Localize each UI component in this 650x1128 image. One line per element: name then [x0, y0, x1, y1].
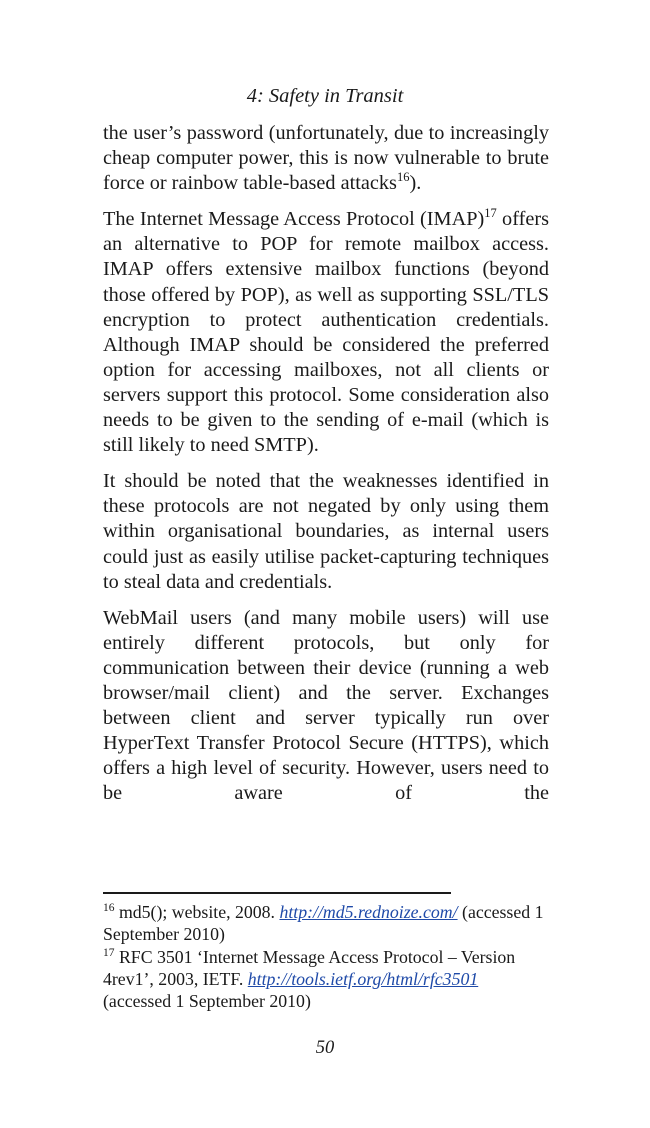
paragraph-internal-users — [103, 469, 549, 594]
footnote-link-rfc3501[interactable]: http://tools.ietf.org/html/rfc3501 — [247, 968, 479, 989]
footnote-number: 17 — [103, 946, 115, 959]
footnote-text: RFC 3501 ‘Internet Message Access Protocol – Version 4rev1’, 2003, IETF. — [103, 946, 516, 989]
footnote-17 — [103, 946, 549, 1013]
footnote-16 — [103, 901, 549, 946]
paragraph-text: offers an alternative to POP for remote mailbox access. IMAP offers extensive mailbox functions (beyond those offered by POP), as well as supporting SSL/TLS encryption to protect authentication credentials. Although IMAP should be considered the preferred option for accessing mailboxes, not all clients or servers support this protocol. Some consideration also needs to be given to the sending of e-mail (which is still likely to need SMTP). — [103, 208, 549, 457]
footnote-number: 16 — [103, 902, 115, 914]
footnote-ref-17[interactable]: 17 — [484, 206, 497, 221]
footnotes — [103, 901, 549, 1012]
paragraph-webmail — [103, 606, 549, 807]
paragraph-text: WebMail users (and many mobile users) will use entirely different protocols, but only for communication between their device (running a web browser/mail client) and the server. Exchanges between client and server typically run over HyperText Transfer Protocol Secure (HTTPS), which offers a high level of security. However, users need to be aware of the — [103, 606, 549, 805]
paragraph-password-attacks — [103, 121, 549, 196]
paragraph-text: It should be noted that the weaknesses identified in these protocols are not negated by only using them within organisational boundaries, as internal users could just as easily utilise packet-capturing techniques to steal data and credentials. — [103, 470, 549, 593]
footnote-access-date: (accessed 1 September 2010) — [103, 991, 311, 1012]
page-number: 50 — [315, 1038, 335, 1058]
footnote-link-md5[interactable]: http://md5.rednoize.com/ — [279, 902, 458, 922]
paragraph-text-end: ). — [409, 172, 422, 195]
body-text — [103, 121, 549, 806]
paragraph-text: the user’s password (unfortunately, due to increasingly cheap computer power, this is now vulnerable to brute force or rainbow table-based attacks — [103, 122, 549, 195]
footnote-text: md5(); website, 2008. — [114, 902, 280, 922]
paragraph-text-start: The Internet Message Access Protocol (IMAP) — [103, 208, 485, 231]
footnote-ref-16[interactable]: 16 — [396, 170, 410, 185]
footnote-access-date: (accessed 1 September 2010) — [103, 902, 544, 945]
running-header: 4: Safety in Transit — [246, 85, 404, 107]
footnote-divider — [103, 892, 451, 894]
paragraph-imap — [103, 207, 549, 458]
